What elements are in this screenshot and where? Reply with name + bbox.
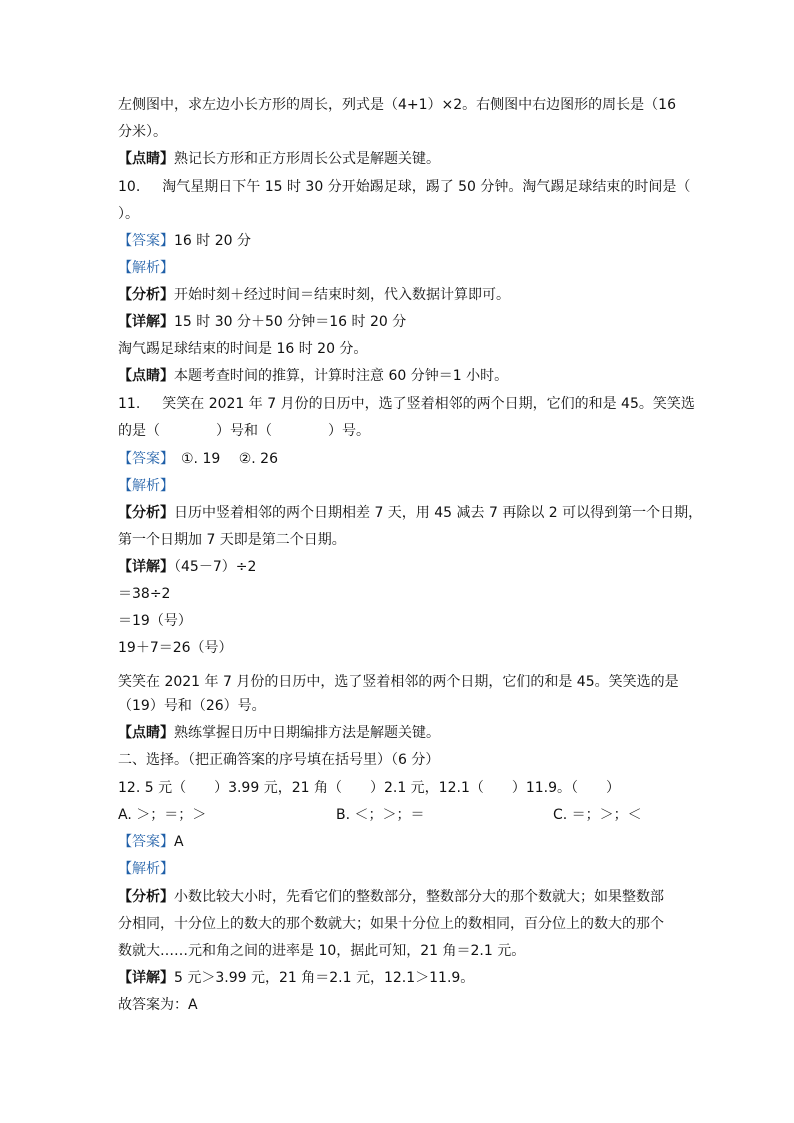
fenxi-text: 小数比较大小时，先看它们的整数部分，整数部分大的那个数就大；如果整数部 (174, 889, 664, 905)
xiangjie-line (118, 969, 678, 987)
text-line: 分相同，十分位上的数大的那个数就大；如果十分位上的数相同，百分位上的数大的那个 (118, 916, 664, 932)
question-12: 12. 5 元（ ）3.99 元，21 角（ ）2.1 元，12.1（ ）11.9。（ ） (118, 780, 621, 796)
fenxi-line (118, 888, 678, 906)
question-11-tail: 的是（ ）号和（ ）号。 (118, 423, 370, 439)
conclusion-line: 淘气踢足球结束的时间是 16 时 20 分。 (118, 341, 368, 357)
analysis-tag: 【解析】 (118, 260, 174, 276)
xiangjie-tag: 【详解】 (118, 314, 174, 330)
text-line: 左侧图中，求左边小长方形的周长，列式是（4+1）×2。右侧图中右边图形的周长是（16 (118, 97, 676, 113)
question-text: 淘气星期日下午 15 时 30 分开始踢足球，踢了 50 分钟。淘气踢足球结束的时间是（ (162, 179, 691, 195)
option-a: A. ＞；＝；＞ (118, 807, 207, 823)
analysis-tag: 【解析】 (118, 478, 174, 494)
xiangjie-text: 5 元＞3.99 元，21 角＝2.1 元，12.1＞11.9。 (174, 970, 475, 986)
fenxi-line (118, 504, 703, 522)
answer-tag: 【答案】 (118, 451, 167, 467)
answer-text: ①. 19 ②. 26 (167, 451, 278, 467)
analysis-line (118, 860, 678, 878)
answer-tag: 【答案】 (118, 233, 174, 249)
conclusion-line: （19）号和（26）号。 (118, 698, 266, 714)
fenxi-text: 开始时刻＋经过时间＝结束时刻，代入数据计算即可。 (174, 287, 510, 303)
fenxi-tag: 【分析】 (118, 287, 174, 303)
answer-text: A (174, 834, 184, 850)
dianjing-tag: 【点睛】 (118, 151, 174, 167)
dianjing-text: 熟记长方形和正方形周长公式是解题关键。 (174, 151, 440, 167)
question-10-tail: ）。 (118, 206, 139, 222)
question-number: 11. (118, 396, 141, 412)
analysis-line (118, 259, 678, 277)
answer-line (118, 232, 678, 250)
option-b: B. ＜；＞；＝ (336, 807, 425, 823)
fenxi-tag: 【分析】 (118, 505, 174, 521)
analysis-tag: 【解析】 (118, 861, 174, 877)
answer-line (118, 450, 678, 468)
answer-text: 16 时 20 分 (174, 233, 251, 249)
dianjing-tag: 【点睛】 (118, 368, 174, 384)
calc-step: ＝38÷2 (118, 586, 171, 602)
xiangjie-text: （45－7）÷2 (174, 559, 257, 575)
text-line: 数就大……元和角之间的进率是 10，据此可知，21 角＝2.1 元。 (118, 943, 526, 959)
fenxi-text: 日历中竖着相邻的两个日期相差 7 天，用 45 减去 7 再除以 2 可以得到第一个日期， (174, 505, 703, 521)
section-heading: 二、选择。（把正确答案的序号填在括号里）（6 分） (118, 752, 440, 768)
dianjing-tag: 【点睛】 (118, 725, 174, 741)
xiangjie-tag: 【详解】 (118, 970, 174, 986)
answer-tag: 【答案】 (118, 834, 174, 850)
question-11 (118, 395, 695, 413)
xiangjie-line (118, 313, 678, 331)
dianjing-text: 熟练掌握日历中日期编排方法是解题关键。 (174, 725, 440, 741)
question-number: 10. (118, 179, 141, 195)
dianjing-text: 本题考查时间的推算，计算时注意 60 分钟＝1 小时。 (174, 368, 509, 384)
xiangjie-text: 15 时 30 分＋50 分钟＝16 时 20 分 (174, 314, 407, 330)
question-10 (118, 178, 691, 196)
fenxi-line (118, 286, 678, 304)
dianjing-line (118, 367, 678, 385)
dianjing-line (118, 724, 678, 742)
conclusion-line: 笑笑在 2021 年 7 月份的日历中，选了竖着相邻的两个日期，它们的和是 45。笑笑选的是 (118, 674, 679, 690)
xiangjie-line (118, 558, 678, 576)
answer-line (118, 833, 678, 851)
calc-step: 19＋7＝26（号） (118, 640, 233, 656)
analysis-line (118, 477, 678, 495)
text-line: 第一个日期加 7 天即是第二个日期。 (118, 532, 346, 548)
xiangjie-tag: 【详解】 (118, 559, 174, 575)
final-answer: 故答案为：A (118, 997, 198, 1013)
option-c: C. ＝；＞；＜ (553, 807, 642, 823)
calc-step: ＝19（号） (118, 613, 192, 629)
text-line: 分米）。 (118, 124, 167, 140)
dianjing-line (118, 150, 678, 168)
fenxi-tag: 【分析】 (118, 889, 174, 905)
question-text: 笑笑在 2021 年 7 月份的日历中，选了竖着相邻的两个日期，它们的和是 45。笑笑选 (162, 396, 695, 412)
